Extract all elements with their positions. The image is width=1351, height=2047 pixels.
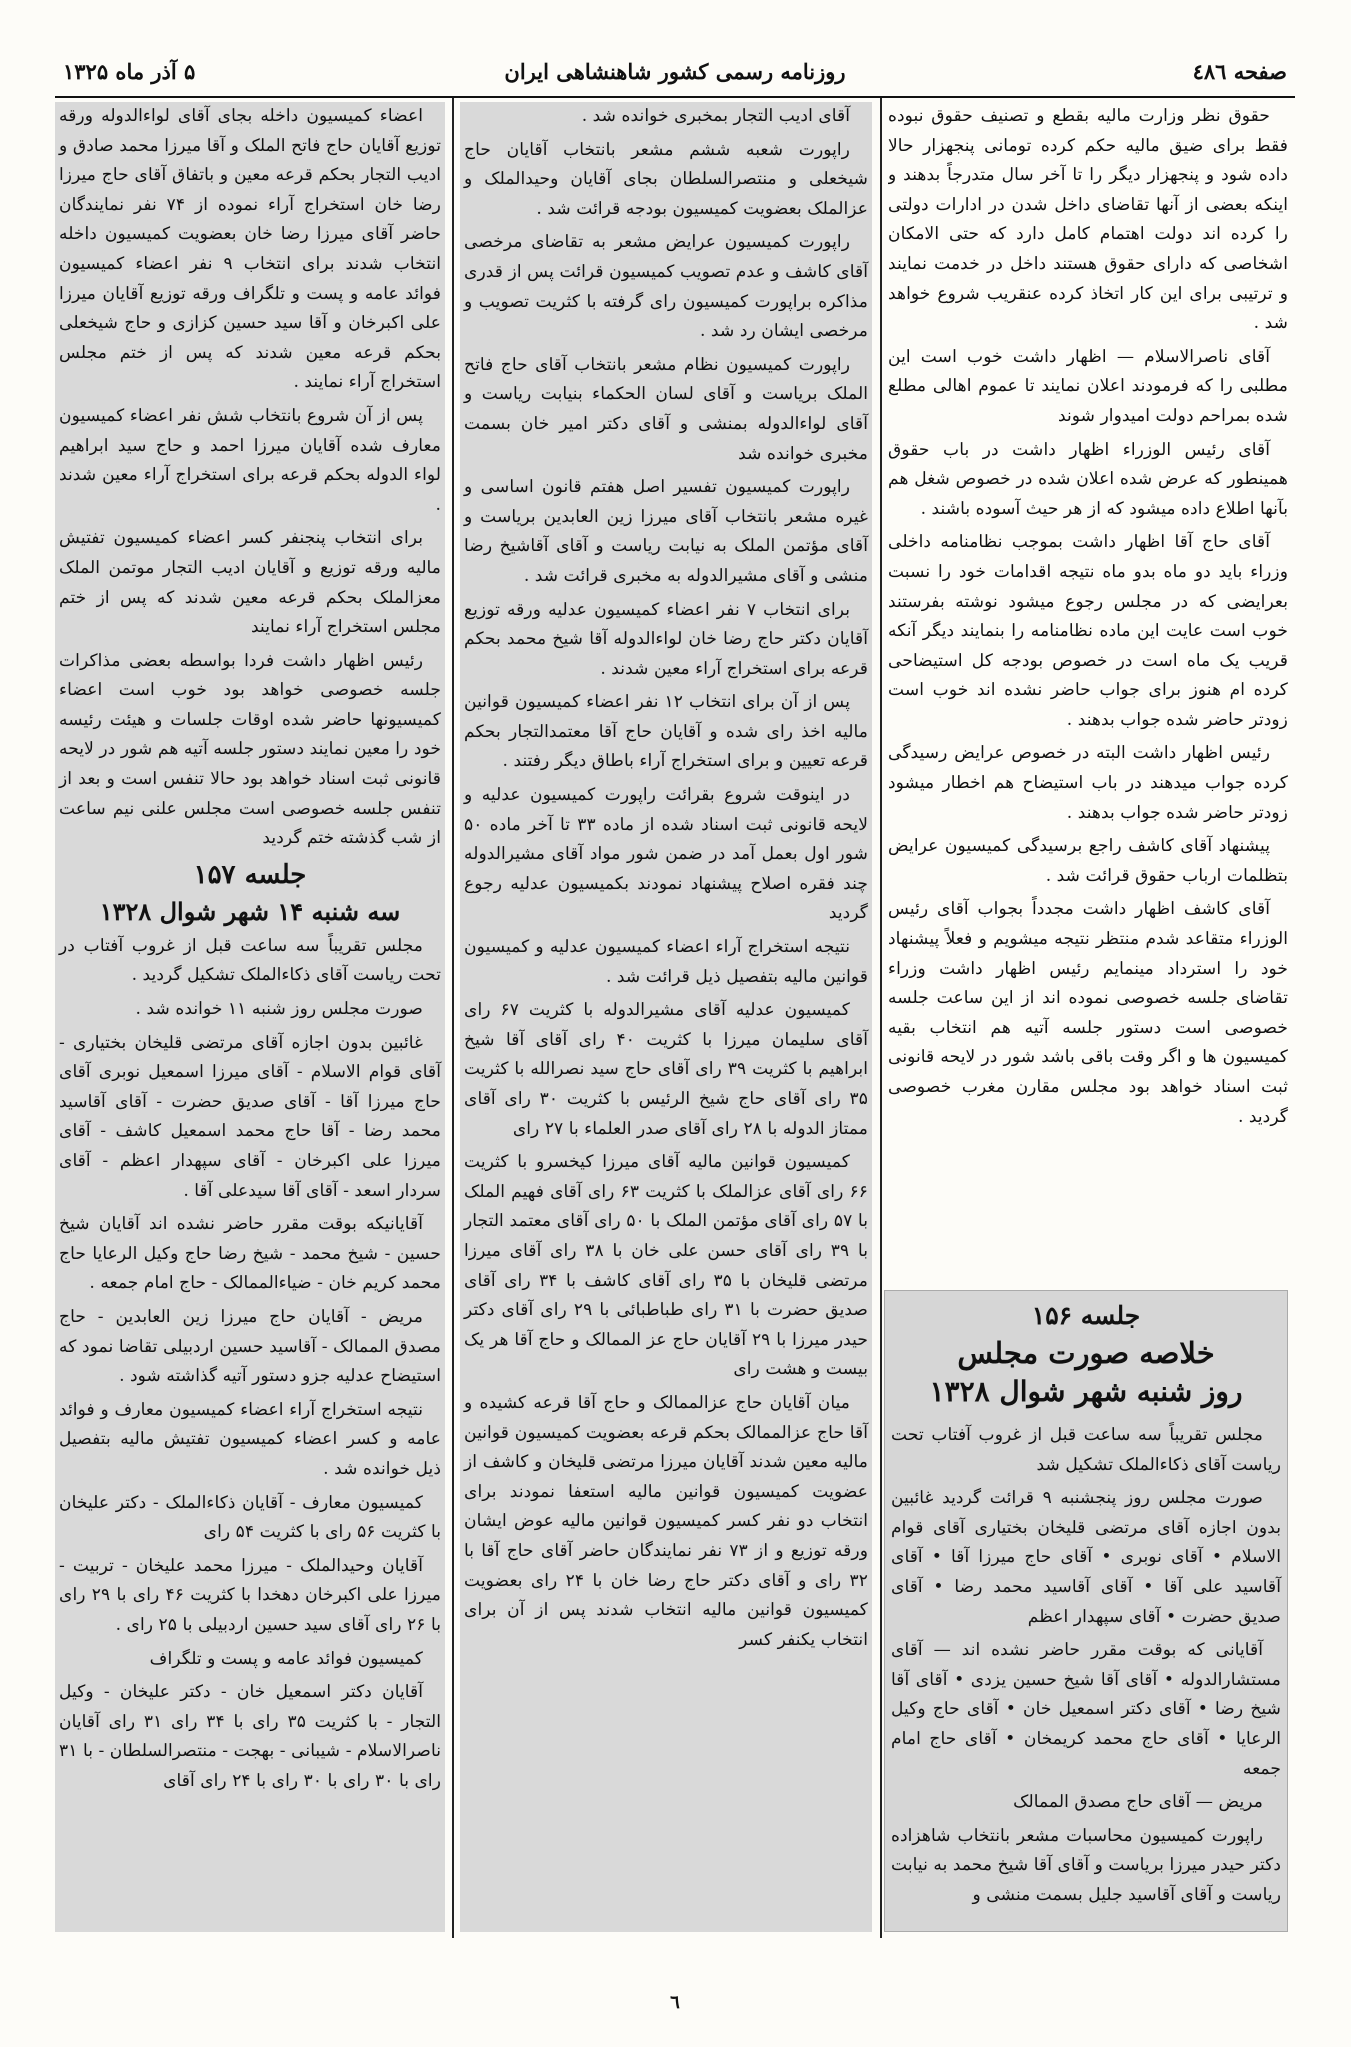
- paragraph: نتیجه استخراج آراء اعضاء کمیسیون معارف و فوائد عامه و کسر اعضاء کمیسیون تفتیش مالیه بتفصیل ذیل خوانده شد .: [59, 1399, 441, 1479]
- paragraph: برای انتخاب پنجنفر کسر اعضاء کمیسیون تفتیش مالیه ورقه توزیع و آقایان ادیب التجار موتمن الملک معزالملک بحکم قرعه معین شدند که پس از ختم مجلس استخراج آراء نمایند: [59, 528, 441, 638]
- issue-date: ۵ آذر ماه ۱۳۲۵: [63, 59, 196, 84]
- paragraph: آقای حاج آقا اظهار داشت بموجب نظامنامه داخلی وزراء باید دو ماه بدو ماه نتیجه اقدامات خود را نسبت بعرایضی که در مجلس رجوع میشود نوشته بفرستند خوب است عایت این ماده نظامنامه را بنمایند دیگر آنکه قریب یک ماه است در خصوص بودجه کل استیضاحی کرده ام هنوز برای جواب حاضر نشده اند خوب است زودتر حاضر شده جواب بدهند .: [888, 532, 1288, 730]
- page-number-label: صفحه ٤٨٦: [1192, 59, 1287, 84]
- paragraph: پس از آن شروع بانتخاب شش نفر اعضاء کمیسیون معارف شده آقایان میرزا احمد و حاج سید ابراهیم لواء الدوله بحکم قرعه برای استخراج آراء معین شدند .: [59, 405, 441, 515]
- paragraph: آقایانیکه بوقت مقرر حاضر نشده اند آقایان شیخ حسین - شیخ محمد - شیخ رضا حاج وکیل الرعایا حاج محمد کریم خان - ضیاءالممالک - حاج امام جمعه .: [59, 1214, 441, 1294]
- paragraph: اعضاء کمیسیون داخله بجای آقای لواءالدوله ورقه توزیع آقایان حاج فاتح الملک و آقا میرزا محمد صادق و ادیب التجار بحکم قرعه معین و باتفاق آقای حاج میرزا رضا خان استخراج آراء نموده از ۷۴ نفر نمایندگان حاضر آقای میرزا رضا خان بعضویت کمیسیون داخله انتخاب شدند برای انتخاب ۹ نفر اعضاء کمیسیون فوائد عامه و پست و تلگراف ورقه توزیع آقایان میرزا علی اکبرخان و آقا سید حسین کزازی و حاج شیخعلی بحکم قرعه معین شدند که پس از ختم مجلس استخراج آراء نمایند .: [59, 106, 442, 393]
- paragraph: نتیجه استخراج آراء اعضاء کمیسیون عدلیه و کمیسیون قوانین مالیه بتفصیل ذیل قرائت شد .: [464, 937, 868, 987]
- paragraph: کمیسیون قوانین مالیه آقای میرزا کیخسرو با کثریت ۶۶ رای آقای عزالملک با کثریت ۶۳ رای آقای فهیم الملک با ۵۷ رای آقای مؤتمن الملک با ۵۰ رای آقای معتمد التجار با ۳۹ رای آقای حسن علی خان با ۳۸ رای آقای میرزا مرتضی قلیخان با ۳۵ رای آقای کاشف با ۳۴ رای آقای صدیق حضرت با ۳۱ رای طباطبائی با ۲۹ رای آقای دکتر حیدر میرزا با ۲۹ آقایان حاج عز الممالک و حاج آقا هر یک بیست و هشت رای: [464, 1152, 869, 1380]
- paragraph: حقوق نظر وزارت مالیه بقطع و تصنیف حقوق نبوده فقط برای ضیق مالیه حکم کرده تومانی پنجهزار حالا داده شود و پنجهزار دیگر را تا آخر سال متدرجاً بدهند و اینکه بعضی از آنها تقاضای داخل شدن در ادارات دولتی را کرده اند دولت اهتمام کامل دارد که حتی الامکان اشخاصی که دارای حقوق هستند داخل در خدمت نمایند و ترتیبی برای این کار اتخاذ کرده عنقریب شروع خواهد شد .: [888, 106, 1288, 334]
- session-156-date: روز شنبه شهر شوال ۱۳۲۸: [929, 1375, 1243, 1408]
- paragraph: راپورت کمیسیون محاسبات مشعر بانتخاب شاهزاده دکتر حیدر میرزا بریاست و آقای آقا شیخ محمد به نیابت ریاست و آقای آقاسید جلیل بسمت منشی و: [891, 1825, 1281, 1905]
- paragraph: آقایانی که بوقت مقرر حاضر نشده اند — آقای مستشارالدوله • آقای آقا شیخ حسین یزدی • آقای آقا شیخ رضا • آقای دکتر اسمعیل خان • آقای حاج وکیل الرعایا • آقای حاج محمد کریمخان • آقای حاج امام جمعه: [891, 1640, 1281, 1779]
- paragraph: آقایان وحیدالملک - میرزا محمد علیخان - تربیت - میرزا علی اکبرخان دهخدا با کثریت ۴۶ رای با ۲۹ رای با ۲۶ رای آقای سید حسین اردبیلی با ۲۵ رای .: [59, 1555, 441, 1635]
- column-middle: [460, 102, 872, 1932]
- paragraph: کمیسیون عدلیه آقای مشیرالدوله با کثریت ۶۷ رای آقای سلیمان میرزا با کثریت ۴۰ رای آقای آقا شیخ ابراهیم با کثریت ۳۹ رای آقای حاج سید نصرالله با کثریت ۳۵ رای آقای حاج شیخ الرئیس با کثریت ۳۰ رای آقای ممتاز الدوله با ۲۸ رای آقای صدر العلماء با ۲۷ رای: [464, 1000, 869, 1139]
- paragraph: رئیس اظهار داشت البته در خصوص عرایض رسیدگی کرده جواب میدهند در باب استیضاح هم اخطار میشود زودتر حاضر شده جواب بدهند .: [888, 743, 1288, 823]
- header-rule: [55, 96, 1295, 98]
- column-right: [888, 102, 1288, 1282]
- session-156-label: جلسه ۱۵۶: [1031, 1301, 1141, 1330]
- paragraph: آقای کاشف اظهار داشت مجدداً بجواب آقای رئیس الوزراء متقاعد شدم منتظر نتیجه میشویم و فعلاً پیشنهاد خود را استرداد مینمایم رئیس اظهار داشت وزراء تقاضای جلسه خصوصی نموده اند از این ساعت جلسه خصوصی است دستور جلسه آتیه هم انتخاب بقیه کمیسیون ها و اگر وقت باقی باشد شور در لایحه قانونی ثبت اسناد خواهد بود مجلس مقارن مغرب خصوصی گردید .: [888, 899, 1288, 1127]
- paragraph: راپورت کمیسیون عرایض مشعر به تقاضای مرخصی آقای کاشف و عدم تصویب کمیسیون قرائت پس از قدری مذاکره براپورت کمیسیون رای گرفته با کثریت تصویب و مرخصی ایشان رد شد .: [464, 232, 868, 342]
- page-folio: ٦: [670, 1992, 680, 2013]
- paragraph: آقای ناصرالاسلام — اظهار داشت خوب است این مطلبی را که فرمودند اعلان نمایند تا عموم اهالی مطلع شده بمراحم دولت امیدوار شوند: [888, 346, 1288, 426]
- column-divider-right: [880, 98, 882, 1938]
- paragraph: در اینوقت شروع بقرائت راپورت کمیسیون عدلیه و لایحه قانونی ثبت اسناد شده از ماده ۳۳ تا آخر ماده ۵۰ شور اول بعمل آمد در ضمن شور مواد آقای مشیرالدوله چند فقره اصلاح پیشنهاد نمودند بکمیسیون عدلیه رجوع گردید: [464, 785, 869, 924]
- paragraph: برای انتخاب ۷ نفر اعضاء کمیسیون عدلیه ورقه توزیع آقایان دکتر حاج رضا خان لواءالدوله آقا شیخ محمد بحکم قرعه برای استخراج آراء معین شدند .: [464, 599, 868, 679]
- paragraph: آقای ادیب التجار بمخبری خوانده شد .: [581, 106, 850, 126]
- paragraph: مریض - آقایان حاج میرزا زین العابدین - حاج مصدق الممالک - آقاسید حسین اردبیلی تقاضا نمود که استیضاح عدلیه جزو دستور آتیه گذاشته شود .: [59, 1306, 441, 1387]
- paragraph: میان آقایان حاج عزالممالک و حاج آقا قرعه کشیده و آقا حاج عزالممالک بحکم قرعه بعضویت کمیسیون قوانین مالیه معین شدند آقایان میرزا مرتضی قلیخان و کاشف از عضویت کمیسیون قوانین مالیه استعفا نمودند برای انتخاب دو نفر کسر کمیسیون قوانین مالیه عوض ایشان ورقه توزیع و از ۷۳ نفر نمایندگان حاضر آقای حاج آقا با ۳۲ رای و آقای دکتر حاج رضا خان با ۲۴ رای بعضویت کمیسیون قوانین مالیه انتخاب شدند پس از آن برای انتخاب یکنفر کسر: [464, 1392, 869, 1650]
- paragraph: مجلس تقریباً سه ساعت قبل از غروب آفتاب در تحت ریاست آقای ذکاءالملک تشکیل گردید .: [59, 935, 441, 986]
- column-divider-left: [452, 98, 454, 1938]
- paragraph: صورت مجلس روز پنجشنبه ۹ قرائت گردید غائبین بدون اجازه آقای مرتضی قلیخان بختیاری آقای قوام الاسلام • آقای نوبری • آقای حاج میرزا آقا • آقای آقاسید علی آقا • آقای آقاسید محمد رضا • آقای صدیق حضرت • آقای سپهدار اعظم: [891, 1488, 1281, 1627]
- paragraph: غائبین بدون اجازه آقای مرتضی قلیخان بختیاری - آقای قوام الاسلام - آقای میرزا اسمعیل نوبری آقای حاج میرزا آقا - آقای صدیق حضرت - آقای آقاسید محمد رضا - آقا حاج محمد اسمعیل کاشف - آقای میرزا علی اکبرخان - آقای سپهدار اعظم - آقای سردار اسعد - آقای آقا سیدعلی آقا .: [59, 1032, 441, 1201]
- paragraph: پس از آن برای انتخاب ۱۲ نفر اعضاء کمیسیون قوانین مالیه اخذ رای شده و آقایان حاج آقا معتمدالتجار بحکم قرعه تعیین و برای استخراج آراء باطاق دیگر رفتند .: [464, 692, 868, 772]
- column-left: [55, 102, 445, 1932]
- paragraph: مریض — آقای حاج مصدق الممالک: [1013, 1792, 1263, 1813]
- paragraph: صورت مجلس روز شنبه ۱۱ خوانده شد .: [135, 999, 423, 1020]
- session-157-date: سه شنبه ۱۴ شهر شوال ۱۳۲۸: [99, 896, 401, 926]
- paragraph: کمیسیون فوائد عامه و پست و تلگراف: [149, 1648, 423, 1669]
- paragraph: پیشنهاد آقای کاشف راجع برسیدگی کمیسیون عرایض بتظلمات ارباب حقوق قرائت شد .: [888, 836, 1288, 886]
- page-header: [55, 55, 1295, 95]
- paragraph: آقای رئیس الوزراء اظهار داشت در باب حقوق همینطور که عرض شده اعلان شده در خصوص شغل هم بآنها اطلاع داده میشود که از هر حیث آسوده باشند .: [888, 439, 1288, 519]
- newspaper-title: روزنامه رسمی کشور شاهنشاهی ایران: [504, 59, 846, 84]
- paragraph: کمیسیون معارف - آقایان ذکاءالملک - دکتر علیخان با کثریت ۵۶ رای با کثریت ۵۴ رای: [59, 1492, 441, 1543]
- paragraph: رئیس اظهار داشت فردا بواسطه بعضی مذاکرات جلسه خصوصی خواهد بود خوب است اعضاء کمیسیونها حاضر شده اوقات جلسات و هیئت رئیسه خود را معین نمایند دستور جلسه آتیه هم شور در لایحه قانونی ثبت اسناد خواهد بود حالا تنفس است و بعد از تنفس جلسه خصوصی است مجلس علنی نیم ساعت از شب گذشته ختم گردید: [59, 650, 441, 849]
- paragraph: راپورت شعبه ششم مشعر بانتخاب آقایان حاج شیخعلی و منتصرالسلطان بجای آقایان وحیدالملک و عزالملک بعضویت کمیسیون بودجه قرائت شد .: [464, 139, 868, 219]
- paragraph: آقایان دکتر اسمعیل خان - دکتر علیخان - وکیل التجار - با کثریت ۳۵ رای با ۳۴ رای ۳۱ رای آقایان ناصرالاسلام - شیبانی - بهجت - منتصرالسلطان - با ۳۱ رای با ۳۰ رای با ۳۰ رای با ۲۴ رای آقای: [59, 1682, 441, 1791]
- paragraph: راپورت کمیسیون تفسیر اصل هفتم قانون اساسی و غیره مشعر بانتخاب آقای میرزا زین العابدین بریاست و آقای مؤتمن الملک به نیابت ریاست و آقای آقاشیخ رضا منشی و آقای مشیرالدوله به مخبری قرائت شد .: [464, 477, 868, 586]
- session-156-heading: خلاصه صورت مجلس: [957, 1336, 1215, 1370]
- paragraph: مجلس تقریباً سه ساعت قبل از غروب آفتاب تحت ریاست آقای ذکاءالملک تشکیل شد: [891, 1425, 1281, 1475]
- paragraph: راپورت کمیسیون نظام مشعر بانتخاب آقای حاج فاتح الملک بریاست و آقای لسان الحکماء بنیابت ریاست و آقای لواءالدوله بمنشی و آقای دکتر امیر خان بسمت مخبری خوانده شد: [464, 354, 868, 464]
- session-157-label: جلسه ۱۵۷: [193, 859, 307, 890]
- session-156-box: [884, 1290, 1288, 1932]
